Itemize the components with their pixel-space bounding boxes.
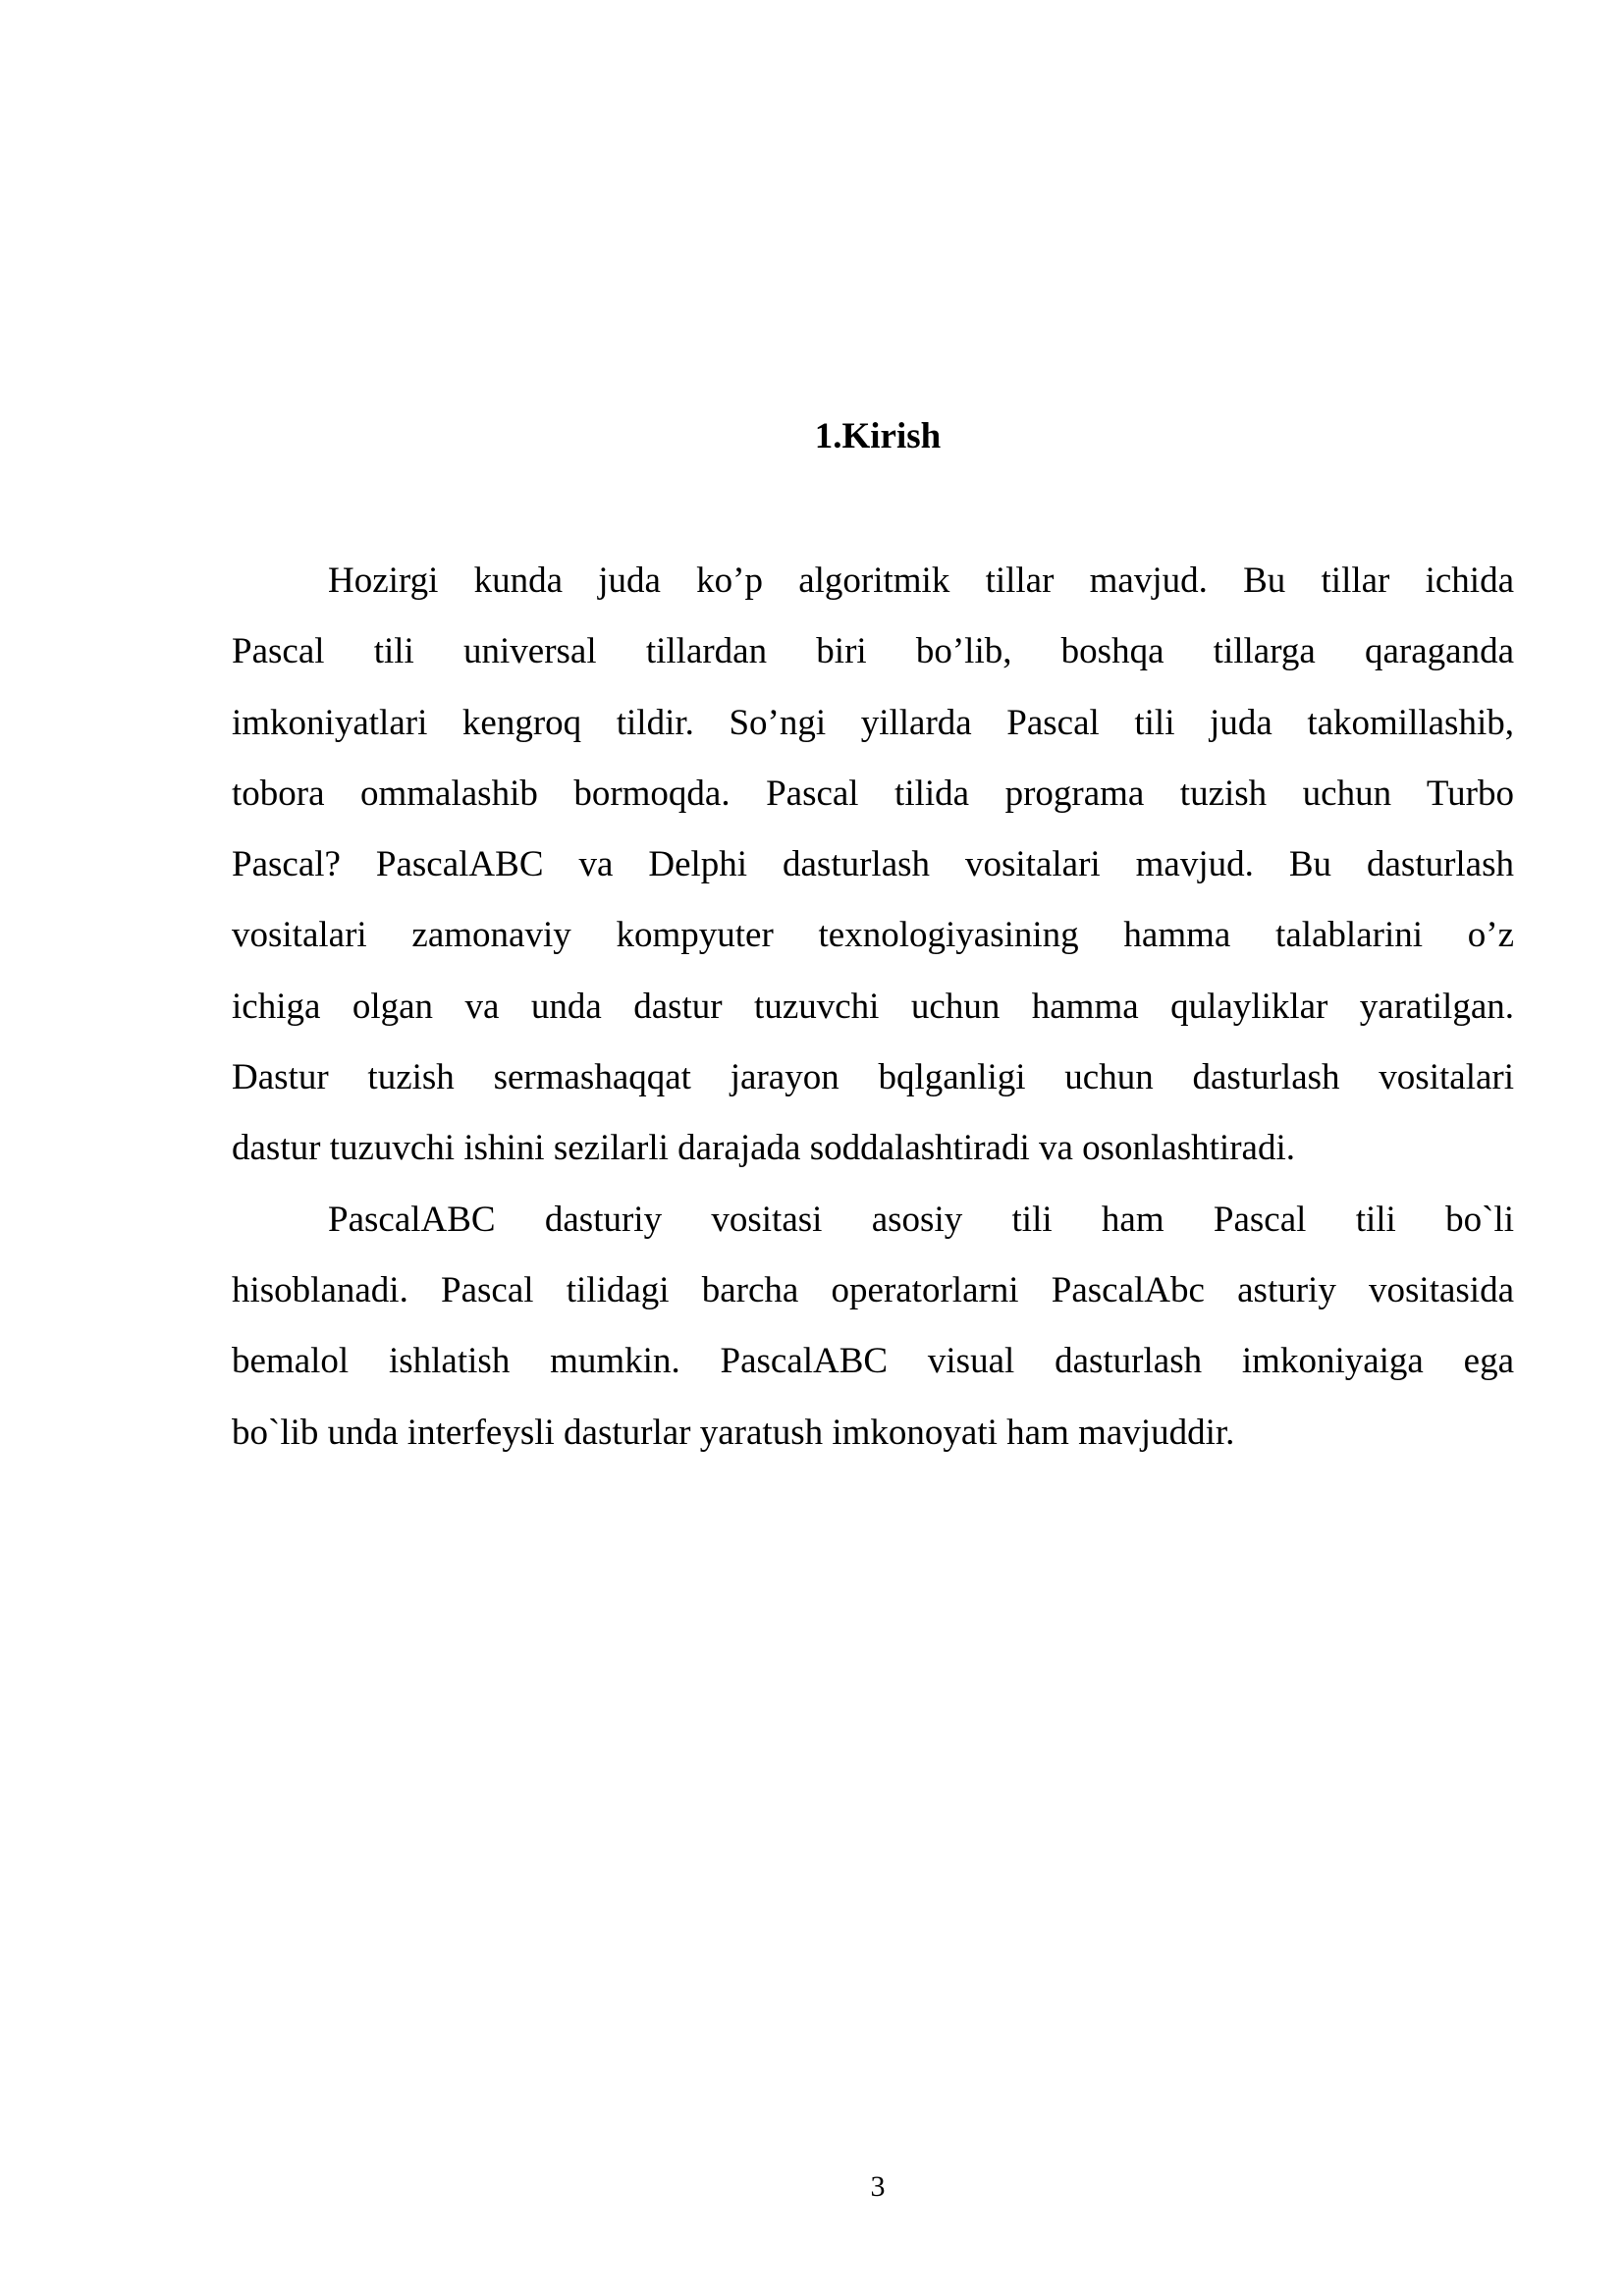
paragraph-line: imkoniyatlari kengroq tildir. So’ngi yillarda Pascal tili juda takomillashib, [232, 702, 1514, 743]
paragraph-line: bemalol ishlatish mumkin. PascalABC visual dasturlash imkoniyaiga ega [232, 1341, 1514, 1382]
page-number: 3 [870, 2170, 886, 2203]
paragraph-line: bo`lib unda interfeysli dasturlar yaratush imkonoyati ham mavjuddir. [232, 1412, 1235, 1453]
paragraph-line: hisoblanadi. Pascal tilidagi barcha operatorlarni PascalAbc asturiy vositasida [232, 1269, 1514, 1310]
paragraph-line: tobora ommalashib bormoqda. Pascal tilida programa tuzish uchun Turbo [232, 773, 1514, 814]
paragraph-line: Hozirgi kunda juda ko’p algoritmik tillar mavjud. Bu tillar ichida [328, 561, 1514, 601]
paragraph-line: Dastur tuzish sermashaqqat jarayon bqlganligi uchun dasturlash vositalari [232, 1057, 1514, 1098]
paragraph-line: ichiga olgan va unda dastur tuzuvchi uchun hamma qulayliklar yaratilgan. [232, 986, 1514, 1027]
section-heading: 1.Kirish [814, 416, 942, 456]
paragraph-line: Pascal tili universal tillardan biri bo’lib, boshqa tillarga qaraganda [232, 631, 1514, 672]
paragraph-line: Pascal? PascalABC va Delphi dasturlash vositalari mavjud. Bu dasturlash [232, 844, 1514, 885]
paragraph-line: PascalABC dasturiy vositasi asosiy tili ham Pascal tili bo`li [328, 1199, 1514, 1240]
paragraph-2 [232, 1185, 1514, 1468]
paragraph-line: vositalari zamonaviy kompyuter texnologiyasining hamma talablarini o’z [232, 915, 1514, 956]
body-text [232, 546, 1514, 1468]
paragraph-1 [232, 546, 1514, 1185]
paragraph-line: dastur tuzuvchi ishini sezilarli darajada soddalashtiradi va osonlashtiradi. [232, 1128, 1295, 1169]
